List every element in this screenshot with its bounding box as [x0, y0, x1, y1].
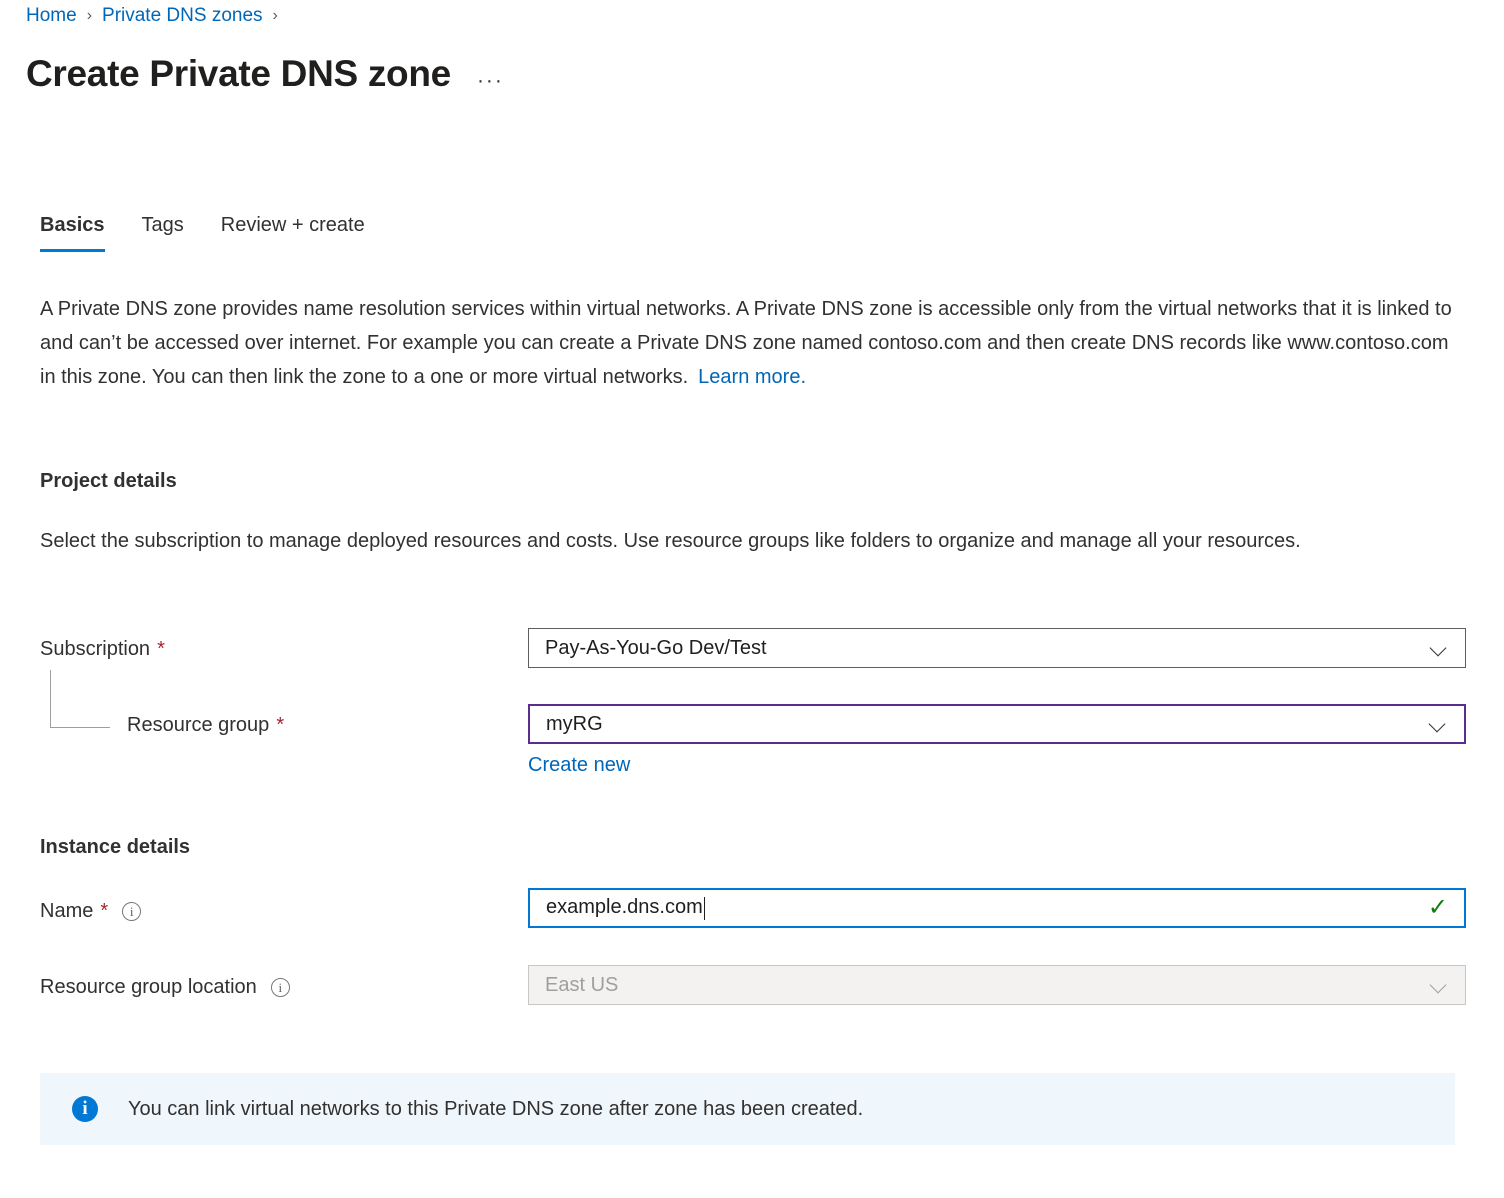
learn-more-link[interactable]: Learn more.	[698, 366, 807, 388]
tab-list	[40, 212, 402, 252]
tab-basics[interactable]: Basics	[40, 212, 105, 252]
instance-details-heading: Instance details	[40, 836, 191, 858]
subscription-label	[40, 636, 165, 662]
resource-group-location-label-text: Resource group location	[40, 976, 257, 998]
subscription-dropdown[interactable]	[528, 628, 1466, 668]
more-options-icon[interactable]: ···	[476, 69, 504, 92]
project-details-heading: Project details	[40, 470, 177, 492]
resource-group-location-value: East US	[545, 974, 619, 996]
resource-group-label-text: Resource group	[127, 714, 270, 736]
info-circle-icon: i	[72, 1096, 98, 1122]
breadcrumb-item-private-dns-zones[interactable]: Private DNS zones	[102, 5, 263, 26]
info-icon[interactable]: i	[122, 902, 141, 921]
name-input[interactable]	[528, 888, 1466, 928]
resource-group-location-label	[40, 974, 290, 1000]
chevron-down-icon	[1431, 640, 1447, 656]
subscription-required-marker: *	[157, 638, 165, 660]
chevron-down-icon	[1431, 977, 1447, 993]
page-title-row	[26, 50, 504, 98]
info-icon[interactable]: i	[271, 978, 290, 997]
name-input-value	[546, 896, 1428, 919]
resource-group-location-dropdown	[528, 965, 1466, 1005]
text-caret	[704, 897, 705, 920]
breadcrumb	[26, 2, 288, 30]
validation-check-icon: ✓	[1427, 894, 1448, 921]
chevron-down-icon	[1430, 716, 1446, 732]
info-banner-text: You can link virtual networks to this Private DNS zone after zone has been created.	[128, 1098, 864, 1120]
subscription-label-text: Subscription	[40, 638, 151, 660]
breadcrumb-separator-icon-2: ›	[272, 7, 278, 24]
name-label-text: Name	[40, 900, 94, 922]
name-required-marker: *	[100, 900, 109, 922]
tab-review-create[interactable]: Review + create	[220, 214, 365, 236]
resource-group-label	[127, 712, 284, 738]
name-input-text: example.dns.com	[546, 896, 703, 919]
name-label	[40, 898, 141, 924]
subscription-value: Pay-As-You-Go Dev/Test	[545, 637, 767, 659]
resource-group-required-marker: *	[276, 714, 285, 736]
breadcrumb-item-home[interactable]: Home	[26, 5, 77, 26]
info-banner	[40, 1073, 1455, 1145]
tree-connector	[50, 670, 110, 728]
resource-group-dropdown[interactable]	[528, 704, 1466, 744]
page-title: Create Private DNS zone	[26, 53, 451, 94]
resource-group-value: myRG	[546, 713, 603, 735]
intro-paragraph	[40, 292, 1455, 394]
breadcrumb-separator-icon: ›	[86, 7, 93, 24]
project-details-description: Select the subscription to manage deployed resources and costs. Use resource groups like folders to organize and manage all your resources.	[40, 530, 1301, 552]
tab-tags[interactable]: Tags	[141, 214, 184, 236]
intro-text: A Private DNS zone provides name resolution services within virtual networks. A Private DNS zone is accessible only from the virtual networks that it is linked to and can’t be accessed over internet. For example you can create a Private DNS zone named contoso.com and then create DNS records like www.contoso.com in this zone. You can then link the zone to a one or more virtual networks.	[40, 298, 1452, 388]
create-new-resource-group-link[interactable]: Create new	[528, 754, 631, 776]
